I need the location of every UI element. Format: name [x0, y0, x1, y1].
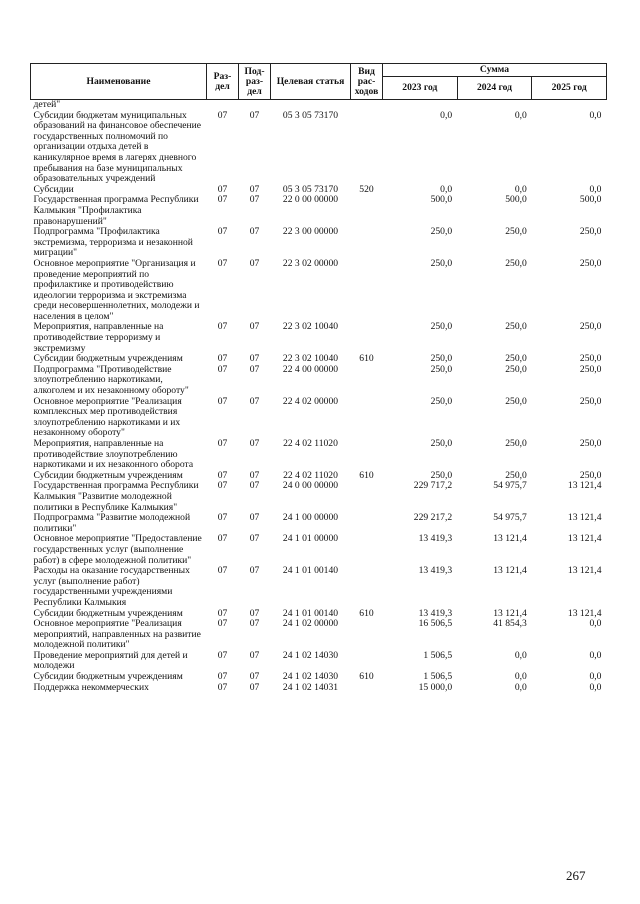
row-amount-2025: 13 121,4 [567, 533, 602, 545]
row-razdel: 07 [217, 649, 228, 661]
row-target-article: 24 1 01 00140 [282, 565, 339, 577]
table-row [31, 111, 607, 185]
row-razdel: 07 [217, 363, 228, 375]
row-razdel: 07 [217, 607, 228, 619]
row-name: Субсидии бюджетным учреждениям [33, 607, 183, 619]
row-expense-type [351, 619, 383, 651]
row-expense-type: 610 [359, 469, 374, 481]
row-amount-2023: 0,0 [440, 109, 453, 121]
row-amount-2023: 1 506,5 [423, 671, 453, 683]
row-name: Подпрограмма "Развитие молодежной политики" [33, 512, 191, 534]
row-name: Субсидии бюджетным учреждениям [33, 671, 183, 683]
row-amount-2025: 0,0 [589, 671, 602, 683]
row-amount-2025: 500,0 [579, 194, 602, 206]
row-amount-2024: 13 121,4 [493, 607, 527, 619]
row-name: Мероприятия, направленные на противодействие терроризму и экстремизму [33, 321, 164, 354]
table-row [31, 365, 607, 397]
row-expense-type [351, 397, 383, 439]
row-podrazdel: 07 [249, 618, 260, 630]
row-amount-2023: 250,0 [430, 438, 453, 449]
row-expense-type [351, 322, 383, 354]
row-target-article: 24 0 00 00000 [282, 480, 339, 492]
row-expense-type [351, 365, 383, 397]
row-podrazdel: 07 [249, 649, 260, 661]
row-expense-type: 610 [359, 353, 374, 365]
header-target-article: Целевая статья [271, 64, 351, 100]
row-podrazdel: 07 [249, 671, 260, 683]
row-razdel: 07 [217, 257, 228, 269]
row-amount-2025: 13 121,4 [567, 480, 602, 492]
row-amount-2025: 250,0 [579, 226, 602, 238]
row-amount-2024: 250,0 [505, 438, 527, 449]
table-row [31, 683, 607, 694]
table-row [31, 100, 607, 111]
row-name: Основное мероприятие "Реализация комплексных мер противодействия злоупотреблению наркотиками и их незаконному обороту" [33, 395, 182, 439]
row-amount-2023: 250,0 [430, 363, 453, 375]
row-amount-2025: 0,0 [589, 649, 602, 661]
row-name: Субсидии [33, 183, 74, 195]
row-expense-type [351, 439, 383, 471]
row-amount-2025: 250,0 [579, 257, 602, 269]
row-amount-2024: 13 121,4 [493, 565, 527, 577]
header-year-2025: 2025 год [532, 77, 607, 100]
row-amount-2023 [383, 100, 458, 111]
table-row [31, 259, 607, 323]
header-expense-type: Вид рас-ходов [351, 64, 383, 100]
row-amount-2023: 15 000,0 [418, 681, 453, 693]
row-name: Расходы на оказание государственных услуг (выполнение работ) государственными учреждениями Республики Калмыкия [33, 565, 190, 608]
row-razdel [207, 100, 239, 111]
row-target-article: 24 1 02 14030 [282, 671, 339, 683]
row-podrazdel: 07 [249, 321, 260, 333]
row-target-article [271, 100, 351, 111]
row-razdel: 07 [217, 565, 228, 577]
row-name: Субсидии бюджетным учреждениям [33, 353, 183, 365]
row-razdel: 07 [217, 438, 228, 449]
row-podrazdel: 07 [249, 183, 260, 195]
table-header [31, 64, 607, 100]
row-amount-2023: 1 506,5 [423, 649, 453, 661]
row-podrazdel: 07 [249, 607, 260, 619]
row-name: Субсидии бюджетным учреждениям [33, 469, 183, 481]
row-target-article: 22 3 02 00000 [282, 257, 339, 269]
row-expense-type [351, 227, 383, 259]
table-row [31, 322, 607, 354]
table-row [31, 227, 607, 259]
row-name: Субсидии бюджетам муниципальных образований на финансовое обеспечение государственных полномочий по организации отдыха детей в каникулярное время в лагерях дневного пребывания на базе муниципальных образовательных учреждений [33, 109, 202, 185]
table-row [31, 481, 607, 513]
row-target-article: 05 3 05 73170 [282, 183, 339, 195]
row-name: Основное мероприятие "Реализация мероприятий, направленных на развитие молодежной политики" [33, 618, 201, 651]
row-amount-2024: 250,0 [505, 395, 527, 407]
table-row [31, 534, 607, 566]
row-razdel: 07 [217, 353, 228, 365]
row-expense-type [351, 534, 383, 566]
row-amount-2024 [457, 100, 532, 111]
row-expense-type [351, 100, 383, 111]
row-expense-type [351, 651, 383, 672]
row-podrazdel: 07 [249, 363, 260, 375]
row-name: Государственная программа Республики Калмыкия "Развитие молодежной политики в Республике Калмыкия" [33, 480, 199, 513]
row-amount-2025: 250,0 [579, 438, 602, 449]
row-amount-2023: 16 506,5 [418, 618, 453, 630]
row-amount-2023: 229 717,2 [413, 480, 453, 492]
row-amount-2025: 250,0 [579, 469, 602, 481]
row-podrazdel: 07 [249, 438, 260, 449]
row-amount-2024: 0,0 [514, 183, 527, 195]
row-amount-2024: 250,0 [505, 363, 527, 375]
row-expense-type: 610 [359, 671, 374, 683]
row-podrazdel: 07 [249, 109, 260, 121]
row-podrazdel: 07 [249, 480, 260, 492]
row-razdel: 07 [217, 671, 228, 683]
header-summa: Сумма [383, 64, 607, 77]
row-amount-2024: 250,0 [505, 226, 527, 238]
row-amount-2023: 13 419,3 [418, 565, 453, 577]
row-razdel: 07 [217, 512, 228, 524]
row-amount-2023: 229 217,2 [413, 512, 453, 524]
table-row [31, 513, 607, 534]
row-amount-2024: 0,0 [514, 671, 527, 683]
row-expense-type [351, 111, 383, 185]
row-amount-2024: 0,0 [514, 109, 527, 121]
row-razdel: 07 [217, 321, 228, 333]
row-target-article: 22 4 02 11020 [283, 469, 338, 481]
row-amount-2025: 250,0 [579, 363, 602, 375]
row-podrazdel: 07 [249, 681, 260, 693]
page-number: 267 [566, 868, 586, 883]
row-amount-2023: 250,0 [430, 257, 453, 269]
row-amount-2025: 250,0 [579, 321, 602, 333]
row-expense-type: 520 [359, 183, 374, 195]
row-podrazdel: 07 [249, 395, 260, 407]
row-amount-2025: 250,0 [579, 353, 602, 365]
row-expense-type [351, 259, 383, 323]
row-amount-2023: 500,0 [430, 194, 453, 206]
row-razdel: 07 [217, 183, 228, 195]
row-amount-2025: 13 121,4 [567, 565, 602, 577]
row-podrazdel: 07 [249, 469, 260, 481]
row-amount-2024: 250,0 [505, 469, 527, 481]
row-name: детей" [33, 99, 61, 110]
row-razdel: 07 [217, 194, 228, 206]
header-year-2024: 2024 год [457, 77, 532, 100]
row-podrazdel: 07 [249, 226, 260, 238]
row-target-article: 24 1 02 14030 [282, 649, 339, 661]
row-amount-2023: 250,0 [430, 395, 453, 407]
row-amount-2024: 13 121,4 [493, 533, 527, 545]
row-amount-2025: 13 121,4 [567, 512, 602, 524]
row-amount-2025: 0,0 [589, 618, 602, 630]
row-target-article: 24 1 01 00000 [282, 533, 339, 545]
row-amount-2025 [532, 100, 607, 111]
row-podrazdel: 07 [249, 565, 260, 577]
row-razdel: 07 [217, 618, 228, 630]
budget-table [30, 63, 607, 693]
row-target-article: 22 3 02 10040 [282, 353, 339, 365]
table-row [31, 195, 607, 227]
row-target-article: 24 1 02 00000 [282, 618, 339, 630]
header-name: Наименование [31, 64, 207, 100]
row-name: Подпрограмма "Профилактика экстремизма, терроризма и незаконной миграции" [33, 226, 193, 259]
row-amount-2023: 13 419,3 [418, 533, 453, 545]
row-target-article: 22 3 00 00000 [282, 226, 339, 238]
row-amount-2025: 0,0 [589, 681, 602, 693]
row-name: Поддержка некоммерческих [33, 681, 149, 693]
row-amount-2023: 250,0 [430, 226, 453, 238]
table-row [31, 619, 607, 651]
row-target-article: 22 4 02 11020 [283, 438, 338, 449]
row-podrazdel [239, 100, 271, 111]
row-target-article: 22 0 00 00000 [282, 194, 339, 206]
row-amount-2025: 0,0 [589, 109, 602, 121]
row-podrazdel: 07 [249, 257, 260, 269]
row-podrazdel: 07 [249, 194, 260, 206]
row-amount-2024: 250,0 [505, 321, 527, 333]
row-expense-type [351, 195, 383, 227]
row-target-article: 05 3 05 73170 [282, 109, 339, 121]
row-razdel: 07 [217, 533, 228, 545]
table-row [31, 397, 607, 439]
row-name: Государственная программа Республики Калмыкия "Профилактика правонарушений" [33, 194, 199, 227]
row-amount-2024: 500,0 [505, 194, 527, 206]
row-podrazdel: 07 [249, 512, 260, 524]
row-name: Подпрограмма "Противодействие злоупотреблению наркотиками, алкоголем и их незаконному обороту" [33, 363, 189, 397]
row-name: Проведение мероприятий для детей и молодежи [33, 649, 188, 672]
row-target-article: 24 1 02 14031 [282, 681, 339, 693]
row-target-article: 22 3 02 10040 [282, 321, 339, 333]
budget-table-page [30, 63, 606, 693]
row-amount-2024: 54 975,7 [493, 512, 527, 524]
row-expense-type [351, 683, 383, 694]
row-name: Мероприятия, направленные на противодействие злоупотреблению наркотиками и их незаконного оборота [33, 438, 194, 471]
row-amount-2023: 13 419,3 [418, 607, 453, 619]
row-name: Основное мероприятие "Предоставление государственных услуг (выполнение работ) в сфере молодежной политики" [33, 533, 202, 566]
row-amount-2023: 0,0 [440, 183, 453, 195]
header-razdel: Раз-дел [207, 64, 239, 100]
row-expense-type [351, 566, 383, 608]
row-amount-2024: 41 854,3 [493, 618, 527, 630]
row-target-article: 24 1 00 00000 [282, 512, 339, 524]
header-podrazdel: Под-раз-дел [239, 64, 271, 100]
row-amount-2023: 250,0 [430, 321, 453, 333]
row-target-article: 22 4 02 00000 [282, 395, 339, 407]
row-target-article: 22 4 00 00000 [282, 363, 339, 375]
row-amount-2024: 250,0 [505, 257, 527, 269]
row-target-article: 24 1 01 00140 [282, 607, 339, 619]
row-amount-2024: 0,0 [514, 649, 527, 661]
row-podrazdel: 07 [249, 353, 260, 365]
row-expense-type [351, 513, 383, 534]
row-amount-2025: 0,0 [589, 183, 602, 195]
row-razdel: 07 [217, 480, 228, 492]
row-razdel: 07 [217, 395, 228, 407]
row-amount-2025: 250,0 [579, 395, 602, 407]
row-amount-2024: 250,0 [505, 353, 527, 365]
row-expense-type [351, 481, 383, 513]
table-body [31, 100, 607, 694]
row-amount-2025: 13 121,4 [567, 607, 602, 619]
row-expense-type: 610 [359, 607, 374, 619]
table-row [31, 651, 607, 672]
row-amount-2023: 250,0 [430, 469, 453, 481]
table-row [31, 439, 607, 471]
row-amount-2024: 54 975,7 [493, 480, 527, 492]
row-amount-2024: 0,0 [514, 681, 527, 693]
row-name: Основное мероприятие "Организация и проведение мероприятий по профилактике и противодействию идеологии терроризма и экстремизма среди несовершеннолетних, молодежи и населения в целом" [33, 257, 200, 322]
row-amount-2023: 250,0 [430, 353, 453, 365]
row-razdel: 07 [217, 469, 228, 481]
row-podrazdel: 07 [249, 533, 260, 545]
table-row [31, 566, 607, 608]
row-razdel: 07 [217, 226, 228, 238]
header-year-2023: 2023 год [383, 77, 458, 100]
row-razdel: 07 [217, 681, 228, 693]
row-razdel: 07 [217, 109, 228, 121]
